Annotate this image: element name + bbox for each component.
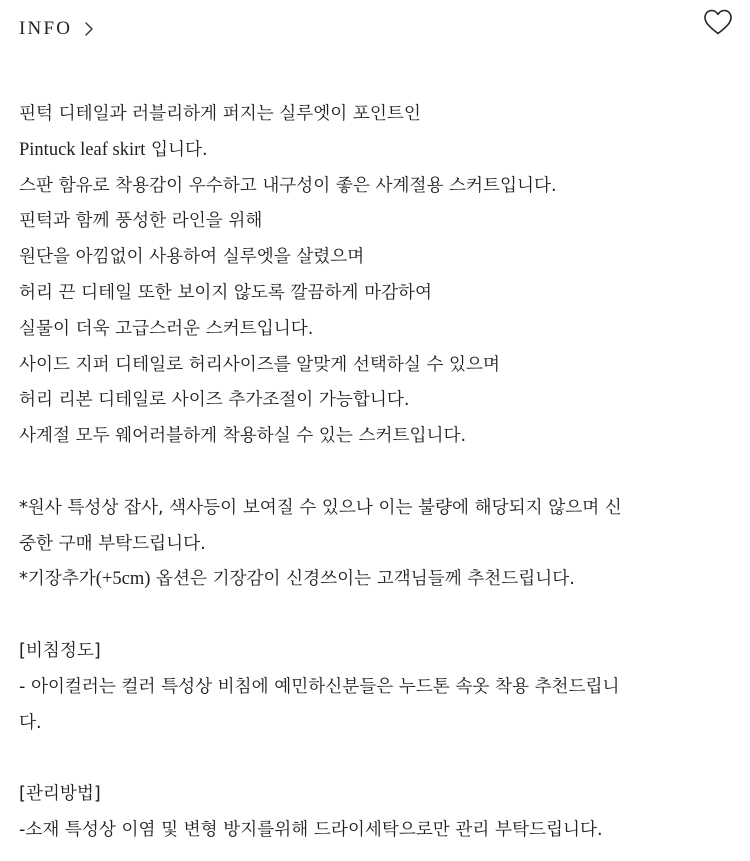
sheerness-line: - 아이컬러는 컬러 특성상 비침에 예민하신분들은 누드톤 속옷 착용 추천드립니: [19, 676, 620, 697]
info-link[interactable]: [19, 18, 94, 40]
description-line: 원단을 아낌없이 사용하여 실루엣을 살렸으며: [19, 247, 365, 268]
notice-text: *기장추가: [19, 569, 96, 590]
sheerness-line: 다.: [19, 712, 42, 733]
sheerness-heading: [비침정도]: [19, 640, 101, 661]
description-line: 허리 리본 디테일로 사이즈 추가조절이 가능합니다.: [19, 390, 410, 411]
description-line: 핀턱 디테일과 러블리하게 퍼지는 실루엣이 포인트인: [19, 104, 421, 124]
notice-line: *원사 특성상 잡사, 색사등이 보여질 수 있으나 이는 불량에 해당되지 않으며 신: [19, 497, 622, 518]
description-text: 입니다.: [145, 139, 208, 160]
notice-text: 옵션은 기장감이 신경쓰이는 고객님들께 추천드립니다.: [150, 569, 575, 590]
description-line: 스판 함유로 착용감이 우수하고 내구성이 좋은 사계절용 스커트입니다.: [19, 175, 557, 196]
description-line: 실물이 더욱 고급스러운 스커트입니다.: [19, 318, 314, 339]
info-label: INFO: [19, 18, 73, 39]
description-line: 핀턱과 함께 풍성한 라인을 위해: [19, 211, 263, 232]
spacer: [19, 598, 734, 634]
care-line: -소재 특성상 이염 및 변형 방지를위해 드라이세탁으로만 관리 부탁드립니다.: [19, 819, 603, 840]
length-option-value: (+5cm): [95, 569, 151, 590]
heart-icon[interactable]: [703, 8, 733, 36]
notice-line-length-option: [19, 562, 734, 598]
spacer: [19, 455, 734, 491]
description-line-product-name: [19, 133, 734, 169]
description-line: 허리 끈 디테일 또한 보이지 않도록 깔끔하게 마감하여: [19, 282, 433, 303]
description-line: 사계절 모두 웨어러블하게 착용하실 수 있는 스커트입니다.: [19, 426, 467, 447]
care-heading: [관리방법]: [19, 784, 101, 805]
product-description: [19, 97, 734, 849]
description-line: 사이드 지퍼 디테일로 허리사이즈를 알맞게 선택하실 수 있으며: [19, 354, 501, 375]
product-info-header: [0, 0, 750, 64]
product-name: Pintuck leaf skirt: [19, 139, 146, 160]
notice-line: 중한 구매 부탁드립니다.: [19, 533, 206, 554]
spacer: [19, 741, 734, 777]
chevron-right-icon: [84, 21, 94, 37]
